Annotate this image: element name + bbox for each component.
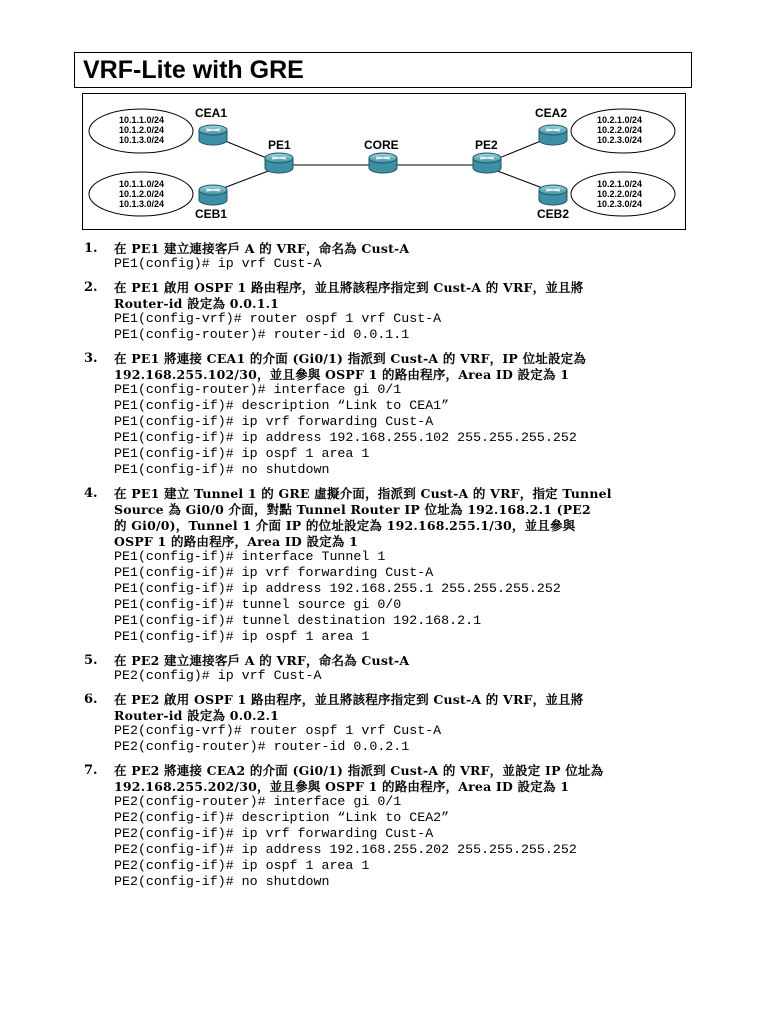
step-instruction-line xyxy=(84,295,684,311)
step-number: 5. xyxy=(84,652,98,668)
router-icon xyxy=(539,185,567,205)
cli-command: PE1(config-router)# router-id 0.0.1.1 xyxy=(114,327,410,342)
router-icon xyxy=(539,125,567,145)
step-instruction-line xyxy=(84,762,684,778)
router-icon xyxy=(199,185,227,205)
cli-command: PE1(config-if)# ip address 192.168.255.1 255.255.255.252 xyxy=(114,581,561,596)
networks-cea2 xyxy=(597,115,642,145)
step-item xyxy=(84,350,684,478)
label-ceb1: CEB1 xyxy=(195,207,228,221)
step-instruction-line xyxy=(84,691,684,707)
step-item xyxy=(84,485,684,645)
cli-command: PE2(config-router)# router-id 0.0.2.1 xyxy=(114,739,410,754)
step-number: 1. xyxy=(84,240,98,256)
cli-command: PE2(config-router)# interface gi 0/1 xyxy=(114,794,402,809)
step-instruction-text: 在 PE1 啟用 OSPF 1 路由程序，並且將該程序指定到 Cust-A 的 VRF，並且將 xyxy=(114,280,584,295)
network-label: 10.2.1.0/24 xyxy=(597,179,643,189)
step-instruction-text: 192.168.255.102/30，並且參與 OSPF 1 的路由程序，Area ID 設定為 1 xyxy=(114,367,570,382)
step-instruction-text: 192.168.255.202/30，並且參與 OSPF 1 的路由程序，Area ID 設定為 1 xyxy=(114,779,570,794)
step-instruction-text: 在 PE1 將連接 CEA1 的介面 (Gi0/1) 指派到 Cust-A 的 VRF，IP 位址設定為 xyxy=(114,351,587,366)
cli-command: PE1(config-vrf)# router ospf 1 vrf Cust-A xyxy=(114,311,442,326)
step-item xyxy=(84,279,684,343)
step-item xyxy=(84,762,684,890)
step-instruction-text: Source 為 Gi0/0 介面，對點 Tunnel Router IP 位址為 192.168.2.1 (PE2 xyxy=(114,502,591,517)
network-label: 10.1.2.0/24 xyxy=(119,125,165,135)
networks-ceb2 xyxy=(597,179,642,209)
cli-command: PE1(config-if)# ip vrf forwarding Cust-A xyxy=(114,565,434,580)
network-label: 10.2.3.0/24 xyxy=(597,199,643,209)
networks-ceb1 xyxy=(119,179,164,209)
cli-command: PE2(config-if)# ip address 192.168.255.202 255.255.255.252 xyxy=(114,842,577,857)
router-icon xyxy=(265,153,293,173)
router-icon xyxy=(473,153,501,173)
network-label: 10.2.3.0/24 xyxy=(597,135,643,145)
step-instruction-line xyxy=(84,350,684,366)
step-instruction-text: Router-id 設定為 0.0.2.1 xyxy=(114,708,280,723)
step-instruction-text: 在 PE2 建立連接客戶 A 的 VRF，命名為 Cust-A xyxy=(114,653,410,668)
label-ceb2: CEB2 xyxy=(537,207,570,221)
cli-command: PE1(config-if)# description “Link to CEA1” xyxy=(114,398,450,413)
step-item xyxy=(84,691,684,755)
step-number: 6. xyxy=(84,691,98,707)
network-label: 10.2.2.0/24 xyxy=(597,125,643,135)
step-instruction-line xyxy=(84,366,684,382)
page-title: VRF-Lite with GRE xyxy=(83,56,304,84)
label-cea1: CEA1 xyxy=(195,106,228,120)
cli-command: PE1(config-if)# tunnel source gi 0/0 xyxy=(114,597,402,612)
step-instruction-line xyxy=(84,533,684,549)
topology-svg xyxy=(83,94,685,229)
step-instruction-text: OSPF 1 的路由程序，Area ID 設定為 1 xyxy=(114,534,359,549)
cli-command: PE2(config-if)# description “Link to CEA2” xyxy=(114,810,450,825)
step-instruction-line xyxy=(84,485,684,501)
step-item xyxy=(84,240,684,272)
network-label: 10.1.3.0/24 xyxy=(119,199,165,209)
step-instruction-text: 在 PE2 將連接 CEA2 的介面 (Gi0/1) 指派到 Cust-A 的 VRF，並設定 IP 位址為 xyxy=(114,763,604,778)
cli-command: PE1(config-if)# ip address 192.168.255.102 255.255.255.252 xyxy=(114,430,577,445)
network-label: 10.1.1.0/24 xyxy=(119,179,165,189)
step-instruction-text: 在 PE2 啟用 OSPF 1 路由程序，並且將該程序指定到 Cust-A 的 VRF，並且將 xyxy=(114,692,584,707)
cli-command: PE1(config)# ip vrf Cust-A xyxy=(114,256,322,271)
label-pe2: PE2 xyxy=(475,138,498,152)
step-number: 3. xyxy=(84,350,98,366)
step-instruction-text: Router-id 設定為 0.0.1.1 xyxy=(114,296,280,311)
network-label: 10.2.2.0/24 xyxy=(597,189,643,199)
cli-command: PE2(config-if)# ip ospf 1 area 1 xyxy=(114,858,370,873)
label-core: CORE xyxy=(364,138,399,152)
step-instruction-text: 的 Gi0/0)，Tunnel 1 介面 IP 的位址設定為 192.168.255.1/30，並且參與 xyxy=(114,518,576,533)
network-label: 10.1.1.0/24 xyxy=(119,115,165,125)
cli-command: PE1(config-router)# interface gi 0/1 xyxy=(114,382,402,397)
step-instruction-line xyxy=(84,517,684,533)
router-icon xyxy=(369,153,397,173)
step-instruction-text: 在 PE1 建立 Tunnel 1 的 GRE 虛擬介面，指派到 Cust-A 的 VRF，指定 Tunnel xyxy=(114,486,612,501)
networks-cea1 xyxy=(119,115,164,145)
network-label: 10.2.1.0/24 xyxy=(597,115,643,125)
step-instruction-text: 在 PE1 建立連接客戶 A 的 VRF，命名為 Cust-A xyxy=(114,241,410,256)
step-list xyxy=(84,240,684,897)
cli-command: PE1(config-if)# interface Tunnel 1 xyxy=(114,549,386,564)
step-item xyxy=(84,652,684,684)
network-label: 10.1.3.0/24 xyxy=(119,135,165,145)
title-box xyxy=(74,52,692,88)
cli-command: PE1(config-if)# no shutdown xyxy=(114,462,330,477)
cli-command: PE1(config-if)# ip ospf 1 area 1 xyxy=(114,629,370,644)
label-cea2: CEA2 xyxy=(535,106,568,120)
network-label: 10.1.2.0/24 xyxy=(119,189,165,199)
step-instruction-line xyxy=(84,501,684,517)
label-pe1: PE1 xyxy=(268,138,291,152)
step-instruction-line xyxy=(84,240,684,256)
cli-command: PE1(config-if)# ip vrf forwarding Cust-A xyxy=(114,414,434,429)
cli-command: PE2(config-if)# no shutdown xyxy=(114,874,330,889)
cli-command: PE1(config-if)# tunnel destination 192.168.2.1 xyxy=(114,613,482,628)
cli-command: PE2(config)# ip vrf Cust-A xyxy=(114,668,322,683)
step-instruction-line xyxy=(84,279,684,295)
step-instruction-line xyxy=(84,707,684,723)
step-number: 4. xyxy=(84,485,98,501)
cli-command: PE2(config-vrf)# router ospf 1 vrf Cust-A xyxy=(114,723,442,738)
cli-command: PE1(config-if)# ip ospf 1 area 1 xyxy=(114,446,370,461)
cli-command: PE2(config-if)# ip vrf forwarding Cust-A xyxy=(114,826,434,841)
network-diagram xyxy=(82,93,686,230)
step-number: 2. xyxy=(84,279,98,295)
router-icon xyxy=(199,125,227,145)
step-number: 7. xyxy=(84,762,98,778)
step-instruction-line xyxy=(84,778,684,794)
step-instruction-line xyxy=(84,652,684,668)
